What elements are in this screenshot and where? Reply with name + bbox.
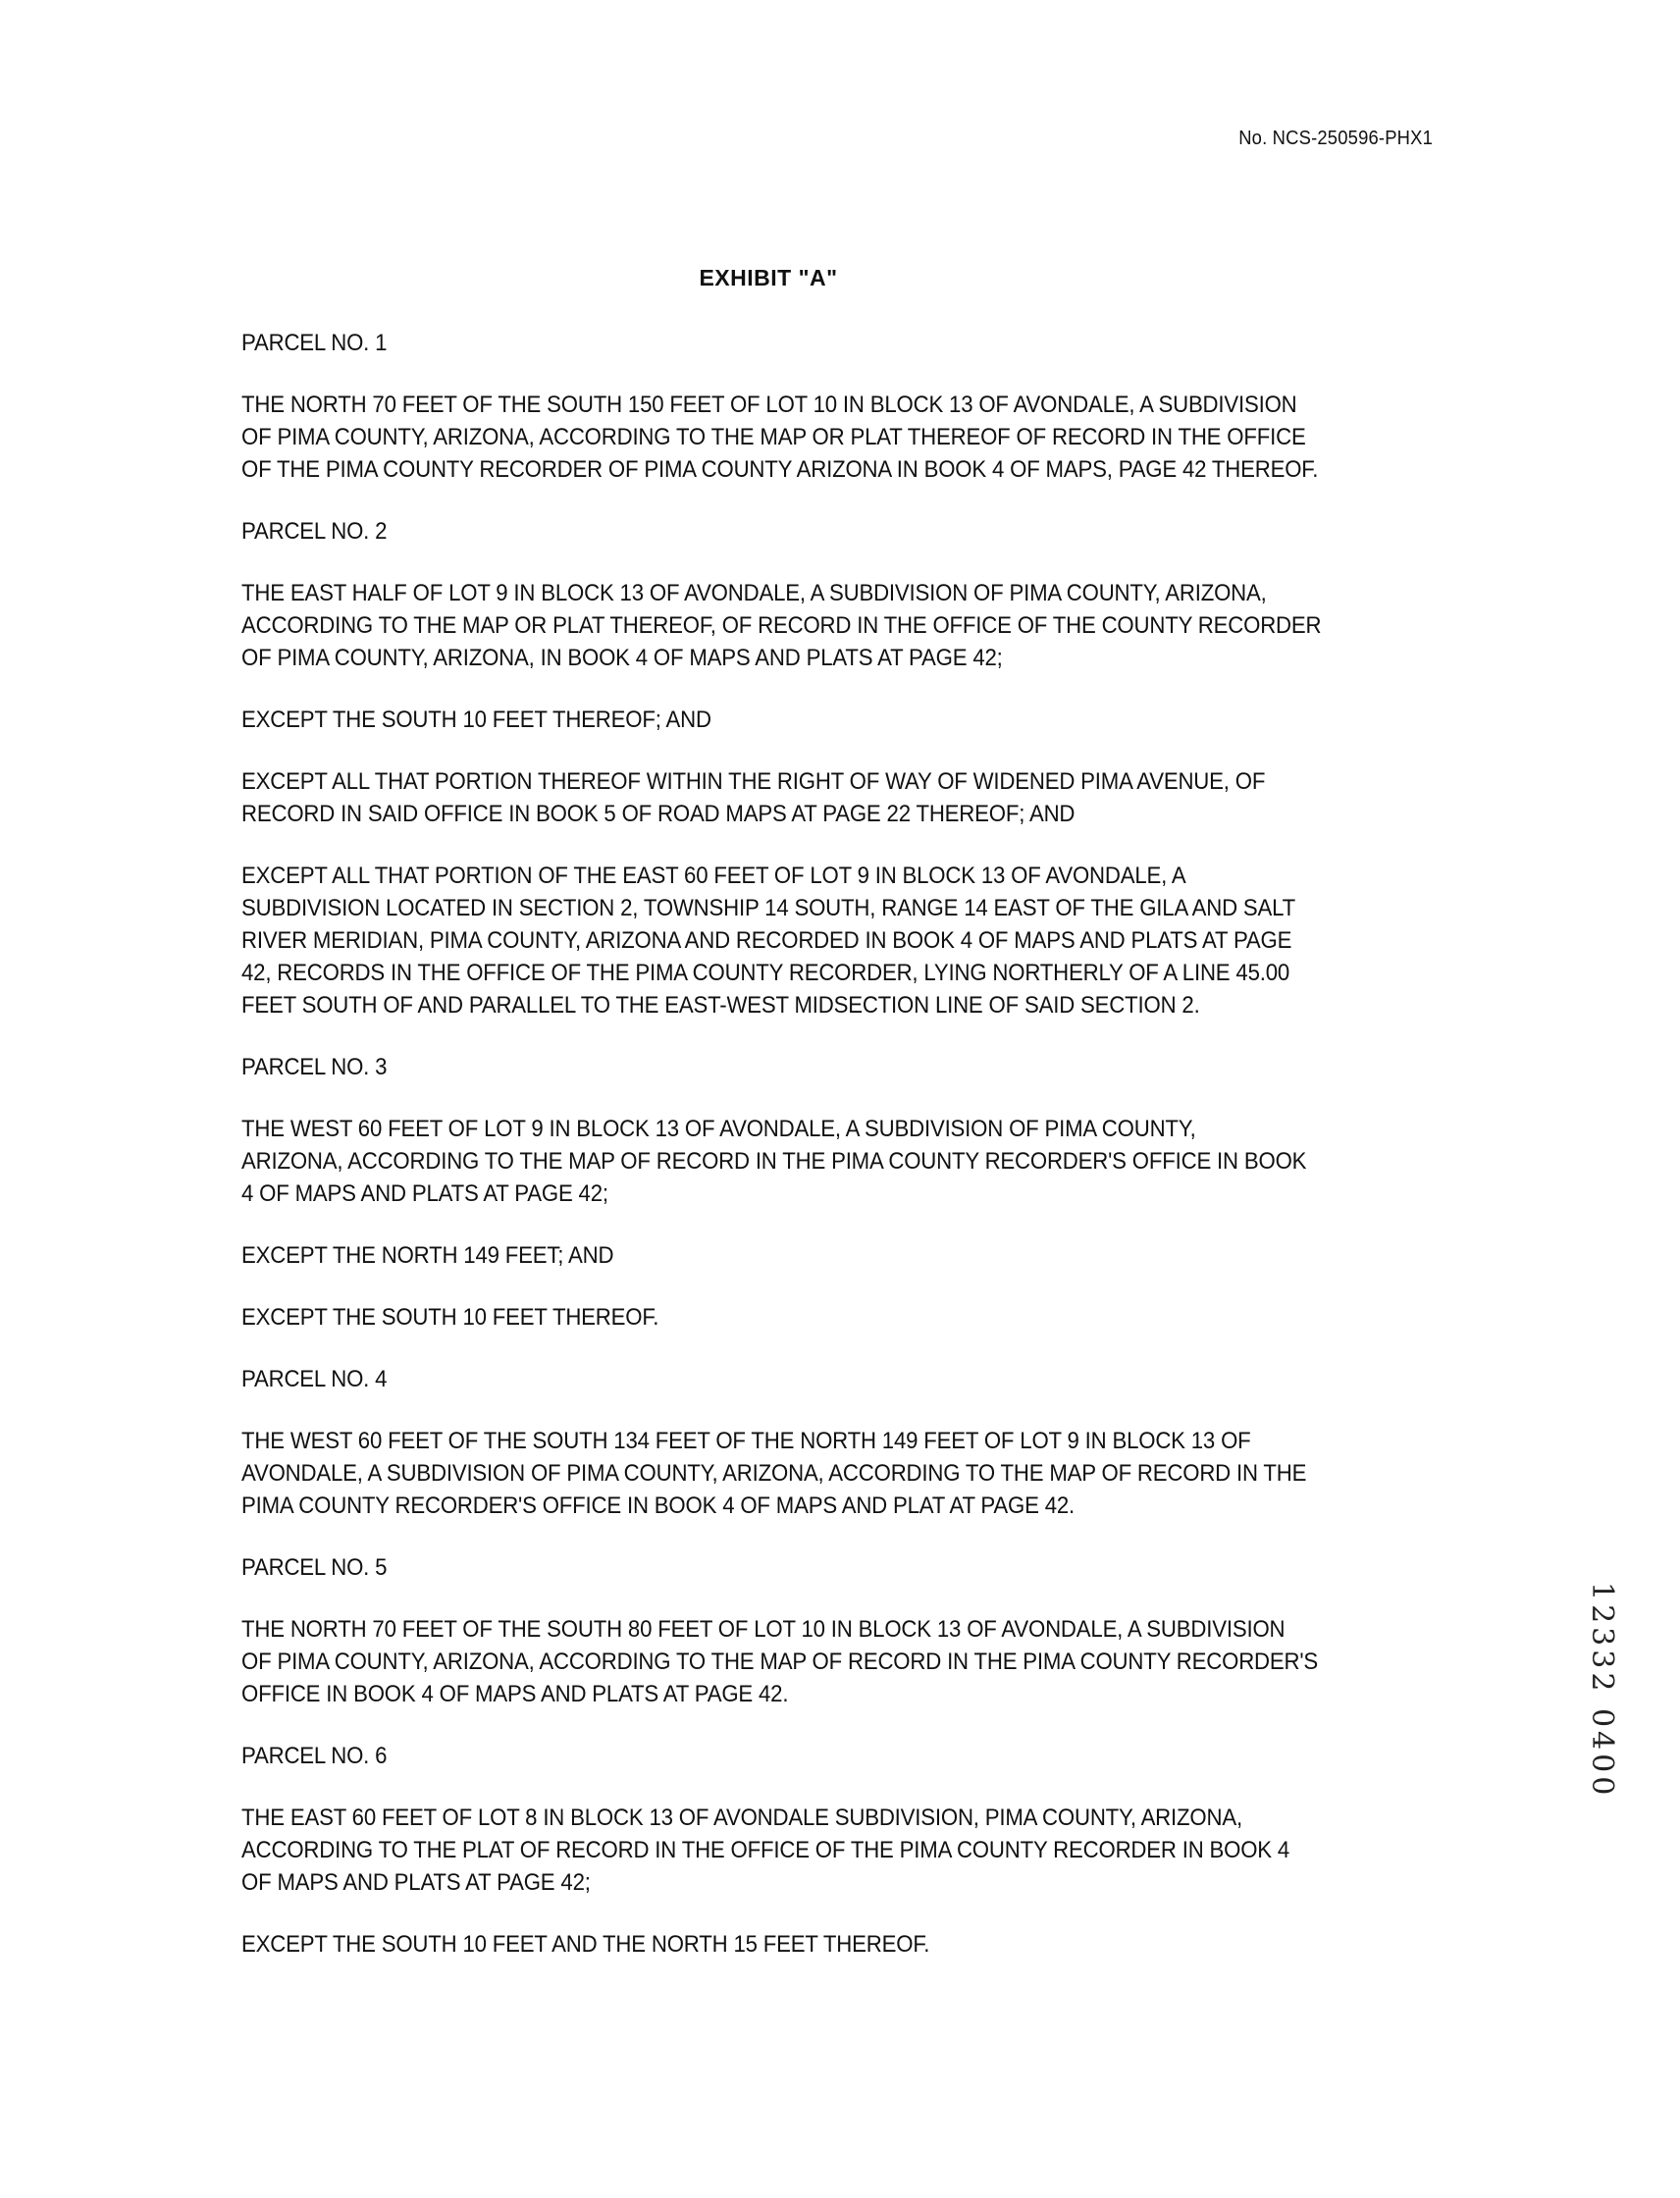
recording-stamp-number: 12332 0400 — [1585, 1582, 1619, 1800]
exhibit-title: EXHIBIT "A" — [699, 265, 838, 290]
parcel-heading: PARCEL NO. 5 — [241, 1554, 388, 1581]
legal-description — [241, 327, 1448, 1990]
parcel-heading: PARCEL NO. 1 — [241, 330, 388, 356]
parcel-exception: EXCEPT ALL THAT PORTION THEREOF WITHIN THE RIGHT OF WAY OF WIDENED PIMA AVENUE, OF RECORD IN SAID OFFICE IN BOOK 5 OF ROAD MAPS AT PAGE 22 THEREOF; AND — [241, 768, 1266, 827]
parcel-heading: PARCEL NO. 2 — [241, 518, 388, 545]
parcel-exception: EXCEPT ALL THAT PORTION OF THE EAST 60 FEET OF LOT 9 IN BLOCK 13 OF AVONDALE, A SUBDIVISION LOCATED IN SECTION 2, TOWNSHIP 14 SOUTH, RANGE 14 EAST OF THE GILA AND SALT RIVER MERIDIAN, PIMA COUNTY, ARIZONA AND RECORDED IN BOOK 4 OF MAPS AND PLATS AT PAGE 42, RECORDS IN THE OFFICE OF THE PIMA COUNTY RECORDER, LYING NORTHERLY OF A LINE 45.00 FEET SOUTH OF AND PARALLEL TO THE EAST-WEST MIDSECTION LINE OF SAID SECTION 2. — [241, 863, 1296, 1019]
parcel-exception: EXCEPT THE SOUTH 10 FEET THEREOF; AND — [241, 706, 711, 733]
parcel-exception: EXCEPT THE SOUTH 10 FEET AND THE NORTH 15 FEET THEREOF. — [241, 1931, 930, 1958]
parcel-exception: EXCEPT THE NORTH 149 FEET; AND — [241, 1242, 614, 1269]
parcel-description: THE EAST HALF OF LOT 9 IN BLOCK 13 OF AVONDALE, A SUBDIVISION OF PIMA COUNTY, ARIZONA, ACCORDING TO THE MAP OR PLAT THEREOF, OF RECORD IN THE OFFICE OF THE COUNTY RECORDER OF PIMA COUNTY, ARIZONA, IN BOOK 4 OF MAPS AND PLATS AT PAGE 42; — [241, 580, 1322, 671]
parcel-description: THE NORTH 70 FEET OF THE SOUTH 150 FEET OF LOT 10 IN BLOCK 13 OF AVONDALE, A SUBDIVISION OF PIMA COUNTY, ARIZONA, ACCORDING TO THE MAP OR PLAT THEREOF OF RECORD IN THE OFFICE OF THE PIMA COUNTY RECORDER OF PIMA COUNTY ARIZONA IN BOOK 4 OF MAPS, PAGE 42 THEREOF. — [241, 392, 1319, 483]
document-number: No. NCS-250596-PHX1 — [1238, 128, 1433, 149]
parcel-description: THE EAST 60 FEET OF LOT 8 IN BLOCK 13 OF AVONDALE SUBDIVISION, PIMA COUNTY, ARIZONA, ACCORDING TO THE PLAT OF RECORD IN THE OFFICE OF THE PIMA COUNTY RECORDER IN BOOK 4 OF MAPS AND PLATS AT PAGE 42; — [241, 1805, 1290, 1896]
parcel-heading: PARCEL NO. 6 — [241, 1743, 388, 1769]
parcel-description: THE NORTH 70 FEET OF THE SOUTH 80 FEET OF LOT 10 IN BLOCK 13 OF AVONDALE, A SUBDIVISION OF PIMA COUNTY, ARIZONA, ACCORDING TO THE MAP OF RECORD IN THE PIMA COUNTY RECORDER'S OFFICE IN BOOK 4 OF MAPS AND PLATS AT PAGE 42. — [241, 1616, 1319, 1707]
parcel-heading: PARCEL NO. 4 — [241, 1366, 388, 1392]
recording-stamp — [1585, 1582, 1639, 1935]
parcel-heading: PARCEL NO. 3 — [241, 1054, 388, 1080]
parcel-exception: EXCEPT THE SOUTH 10 FEET THEREOF. — [241, 1304, 659, 1331]
parcel-description: THE WEST 60 FEET OF LOT 9 IN BLOCK 13 OF AVONDALE, A SUBDIVISION OF PIMA COUNTY, ARIZONA, ACCORDING TO THE MAP OF RECORD IN THE PIMA COUNTY RECORDER'S OFFICE IN BOOK 4 OF MAPS AND PLATS AT PAGE 42; — [241, 1116, 1307, 1207]
parcel-description: THE WEST 60 FEET OF THE SOUTH 134 FEET OF THE NORTH 149 FEET OF LOT 9 IN BLOCK 13 OF AVONDALE, A SUBDIVISION OF PIMA COUNTY, ARIZONA, ACCORDING TO THE MAP OF RECORD IN THE PIMA COUNTY RECORDER'S OFFICE IN BOOK 4 OF MAPS AND PLAT AT PAGE 42. — [241, 1428, 1307, 1519]
